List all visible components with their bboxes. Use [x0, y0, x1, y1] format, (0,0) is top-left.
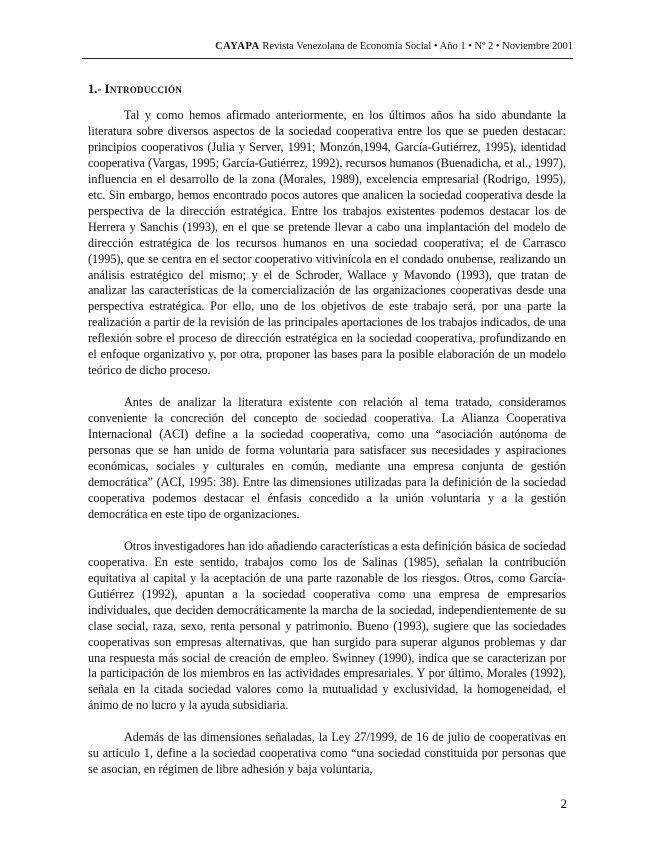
header-divider	[82, 58, 573, 59]
paragraph: Tal y como hemos afirmado anteriormente, en los últimos años ha sido abundante la literatura sobre diversos aspectos de la sociedad cooperativa entre los que se pueden destacar: principios cooperativos (Julia y Server, 1991; Monzón,1994, García-Gutiérrez, 1995), identidad cooperativa (Vargas, 1995; García-Gutiérrez, 1992), recursos humanos (Buenadicha, et al., 1997), influencia en el desarrollo de la zona (Morales, 1989), excelencia empresarial (Rodrigo, 1995), etc. Sin embargo, hemos encontrado pocos autores que analicen la sociedad cooperativa desde la perspectiva de la dirección estratégica. Entre los trabajos existentes podemos destacar los de Herrera y Sanchis (1993), en el que se pretende llevar a cabo una implantación del modelo de dirección estratégica de los recursos humanos en una sociedad cooperativa; el de Carrasco (1995), que se centra en el sector cooperativo vitivinícola en el condado onubense, realizando un análisis estratégico del mismo; y el de Schroder, Wallace y Mavondo (1993), que tratan de analizar las características de la comercialización de las organizaciones cooperativas desde una perspectiva estratégica. Por ello, uno de los objetivos de este trabajo será, por una parte la realización a partir de la revisión de las principales aportaciones de los trabajos indicados, de una reflexión sobre el proceso de dirección estratégica en la sociedad cooperativa, profundizando en el enfoque organizativo y, por otra, proponer las bases para la posible elaboración de un modelo teórico de dicho proceso.	[88, 108, 566, 378]
section-title: Introducción	[104, 82, 183, 96]
body-text	[88, 108, 566, 794]
journal-issue-info: Revista Venezolana de Economía Social • Año 1 • Nº 2 • Noviembre 2001	[259, 41, 573, 52]
paragraph: Además de las dimensiones señaladas, la Ley 27/1999, de 16 de julio de cooperativas en su artículo 1, define a la sociedad cooperativa como “una sociedad constituida por personas que se asocian, en régimen de libre adhesión y baja voluntaria,	[88, 730, 566, 777]
page-number: 2	[560, 796, 567, 811]
paragraph: Otros investigadores han ido añadiendo características a esta definición básica de sociedad cooperativa. En este sentido, trabajos como los de Salinas (1985), señalan la contribución equitativa al capital y la aceptación de una parte razonable de los riesgos. Otros, como García-Gutiérrez (1992), apuntan a la sociedad cooperativa como una empresa de empresarios individuales, que deciden democráticamente la marcha de la sociedad, independientemente de su clase social, raza, sexo, renta personal y patrimonio. Bueno (1993), sugiere que las sociedades cooperativas son empresas alternativas, que han surgido para superar algunos problemas y dar una respuesta más social de creación de empleo. Swinney (1990), indica que se caracterizan por la participación de los miembros en las actividades empresariales. Y por último, Morales (1992), señala en la citada sociedad valores como la mutualidad y exclusividad, la homogeneidad, el ánimo de no lucro y la ayuda subsidiaria.	[88, 538, 566, 713]
section-number: 1.-	[88, 82, 105, 96]
running-header	[82, 41, 573, 52]
paragraph: Antes de analizar la literatura existente con relación al tema tratado, consideramos conveniente la concreción del concepto de sociedad cooperativa. La Alianza Cooperativa Internacional (ACI) define a la sociedad cooperativa, como una “asociación autónoma de personas que se han unido de forma voluntaria para satisfacer sus necesidades y aspiraciones económicas, sociales y culturales en común, mediante una empresa conjunta de gestión democrática” (ACI, 1995: 38). Entre las dimensiones utilizadas para la definición de la sociedad cooperativa podemos destacar el énfasis concedido a la unión voluntaria y a la gestión democrática en este tipo de organizaciones.	[88, 395, 566, 521]
section-heading	[88, 82, 182, 97]
journal-name: CAYAPA	[215, 41, 260, 52]
